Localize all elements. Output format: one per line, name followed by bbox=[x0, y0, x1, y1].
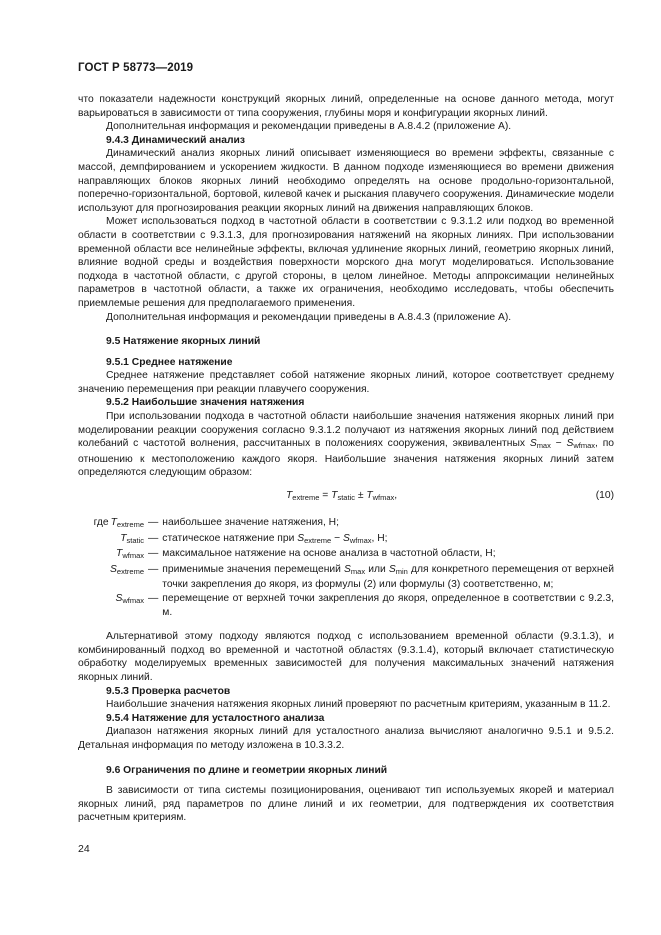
subscript: extreme bbox=[304, 535, 332, 545]
subscript: static bbox=[337, 493, 355, 503]
paragraph bbox=[78, 410, 614, 480]
operator: = bbox=[319, 490, 332, 502]
subscript: extreme bbox=[116, 520, 144, 530]
paragraph: Наибольшие значения натяжения якорных линий проверяют по расчетным критериям, указанным в 11.2. bbox=[106, 699, 611, 711]
symbol-definitions bbox=[78, 516, 614, 619]
text-run: для конкретного перемещения от верхней точки закрепления до якоря, из формулы (2) или формулы (3) соответственно, м; bbox=[162, 563, 615, 591]
section-heading-9-4-3: 9.4.3 Динамический анализ bbox=[106, 134, 245, 146]
subscript: wfmax bbox=[349, 535, 372, 545]
paragraph: Дополнительная информация и рекомендации приведены в А.8.4.2 (приложение А). bbox=[106, 121, 512, 133]
definition-symbol bbox=[78, 547, 144, 563]
definition-text bbox=[162, 532, 614, 548]
symbol: T bbox=[366, 490, 373, 502]
definition-text: максимальное натяжение на основе анализа в частотной области, Н; bbox=[162, 548, 496, 560]
paragraph: что показатели надежности конструкций якорных линий, определенные на основе данного метода, могут варьироваться в зависимости от типа сооружения, глубины моря и конфигурации якорных линий. bbox=[78, 94, 614, 119]
subscript: min bbox=[395, 566, 408, 576]
definition-text: наибольшее значение натяжения, Н; bbox=[162, 517, 339, 529]
paragraph: Может использоваться подход в частотной области в соответствии с 9.3.1.2 или подход во временной области в соответствии с 9.3.1.3, для прогнозирования натяжений на якорных линиях. При использовании временной области все нелинейные эффекты, включая удлинение якорных линий, геометрию якорных линий, влияние водной среды и воздействия поверхности морского дна могут моделироваться. Использование подхода в частотной области, с другой стороны, в целом линейное. Методы аппроксимации нелинейных параметров в частотной области, а также их ограничения, необходимо исследовать, чтобы обеспечить приемлемые решения для предполагаемого применения. bbox=[78, 216, 614, 309]
section-heading-9-5-1: 9.5.1 Среднее натяжение bbox=[106, 356, 233, 368]
formula-10 bbox=[78, 486, 614, 508]
section-heading-9-5-2: 9.5.2 Наибольшие значения натяжения bbox=[106, 397, 305, 409]
subscript: wfmax bbox=[122, 551, 144, 561]
dash: — bbox=[148, 593, 159, 604]
section-heading-9-5-3: 9.5.3 Проверка расчетов bbox=[106, 685, 231, 697]
formula-expression bbox=[286, 489, 397, 505]
paragraph: Динамический анализ якорных линий описывает изменяющиеся во времени эффекты, связанные с массой, демпфированием и ускорением жидкости. В данном подходе изменяющиеся во времени движения направляющих блоков якорных линий необходимо определять на основе продольно-горизонтальной, поперечно-горизонтальной, бортовой, килевой качек и рыскания плавучего сооружения. Динамические модели используют для прогнозирования реакции якорных линий на движения направляющих блоков. bbox=[78, 148, 614, 214]
paragraph: Диапазон натяжения якорных линий для усталостного анализа вычисляют аналогично 9.5.1 и 9.5.2. Детальная информация по методу изложена в 10.3.3.2. bbox=[78, 726, 614, 751]
paragraph: В зависимости от типа системы позиционирования, оценивают тип используемых якорей и материал якорных линий, ряд параметров по длине линий и их геометрии, для подтверждения их соответствия расчетным критериям. bbox=[78, 785, 614, 824]
dash: — bbox=[148, 532, 159, 544]
section-heading-9-5-4: 9.5.4 Натяжение для усталостного анализа bbox=[106, 712, 325, 724]
definition-row bbox=[78, 592, 614, 619]
subscript: max bbox=[536, 441, 551, 451]
text-run: статическое натяжение при bbox=[162, 532, 298, 544]
subscript: wfmax bbox=[372, 493, 395, 503]
symbol: T bbox=[286, 490, 293, 502]
definition-symbol bbox=[78, 516, 144, 532]
page-number: 24 bbox=[78, 843, 90, 855]
page-content bbox=[78, 93, 614, 825]
symbol: S bbox=[344, 563, 351, 575]
dash: — bbox=[148, 563, 159, 575]
text-run: применимые значения перемещений bbox=[162, 563, 345, 575]
definition-row bbox=[78, 547, 614, 563]
symbol: S bbox=[297, 532, 305, 544]
text-run: , по отношению к местоположению каждого якоря. Наибольшие значения натяжения якорных линий затем определяются следующим образом: bbox=[78, 438, 614, 479]
symbol: T bbox=[120, 532, 127, 544]
where-label: где bbox=[93, 517, 109, 529]
definition-row bbox=[78, 532, 614, 548]
operator: − bbox=[331, 532, 343, 544]
definition-symbol bbox=[78, 592, 144, 608]
definition-text: перемещение от верхней точки закрепления до якоря, определенное в соответствии с 9.2.3, м. bbox=[162, 593, 614, 618]
subscript: max bbox=[350, 566, 366, 576]
definition-row bbox=[78, 563, 614, 592]
paragraph: Альтернативой этому подходу являются подход с использованием временной области (9.3.1.3), и комбинированный подход во временной и частотной областях (9.3.1.4), который включает статистическую обработку моделируемых временных зависимостей для получения максимальных значений натяжения якорных линий. bbox=[78, 631, 614, 683]
paragraph: Дополнительная информация и рекомендации приведены в А.8.4.3 (приложение А). bbox=[106, 311, 512, 323]
symbol: S bbox=[388, 563, 396, 575]
subscript: static bbox=[126, 535, 144, 545]
subscript: wfmax bbox=[573, 441, 596, 451]
text-run: При использовании подхода в частотной области наибольшие значения натяжения якорных линий при моделировании реакции сооружения согласно 9.3.1.2 получают из натяжения якорных линий под действием колебаний с частотой волнения, рассчитанных в положениях сооружения, эквивалентных bbox=[78, 411, 614, 450]
symbol: T bbox=[331, 490, 338, 502]
subscript: extreme bbox=[292, 493, 320, 503]
operator: ± bbox=[354, 490, 367, 502]
symbol: S bbox=[566, 438, 574, 450]
subscript: wfmax bbox=[122, 596, 144, 605]
symbol: S bbox=[529, 438, 537, 450]
text-run: или bbox=[365, 563, 389, 575]
symbol: S bbox=[342, 532, 350, 544]
section-heading-9-5: 9.5 Натяжение якорных линий bbox=[106, 336, 261, 348]
symbol: S bbox=[115, 593, 123, 604]
definition-row bbox=[78, 516, 614, 532]
definition-symbol bbox=[78, 532, 144, 548]
formula-number: (10) bbox=[595, 490, 614, 502]
punctuation: , bbox=[394, 490, 398, 502]
definition-symbol bbox=[78, 563, 144, 579]
document-code-header: ГОСТ Р 58773—2019 bbox=[78, 62, 194, 74]
symbol: T bbox=[110, 517, 117, 529]
symbol: T bbox=[116, 548, 123, 560]
dash: — bbox=[148, 548, 159, 560]
operator: − bbox=[550, 438, 567, 450]
dash: — bbox=[148, 517, 159, 529]
text-run: , Н; bbox=[371, 532, 388, 544]
symbol: S bbox=[110, 563, 117, 575]
subscript: extreme bbox=[116, 566, 144, 576]
definition-text bbox=[162, 563, 614, 592]
section-heading-9-6: 9.6 Ограничения по длине и геометрии якорных линий bbox=[106, 764, 388, 776]
paragraph: Среднее натяжение представляет собой натяжение якорных линий, которое соответствует среднему значению перемещения при реакции плавучего сооружения. bbox=[78, 370, 614, 395]
